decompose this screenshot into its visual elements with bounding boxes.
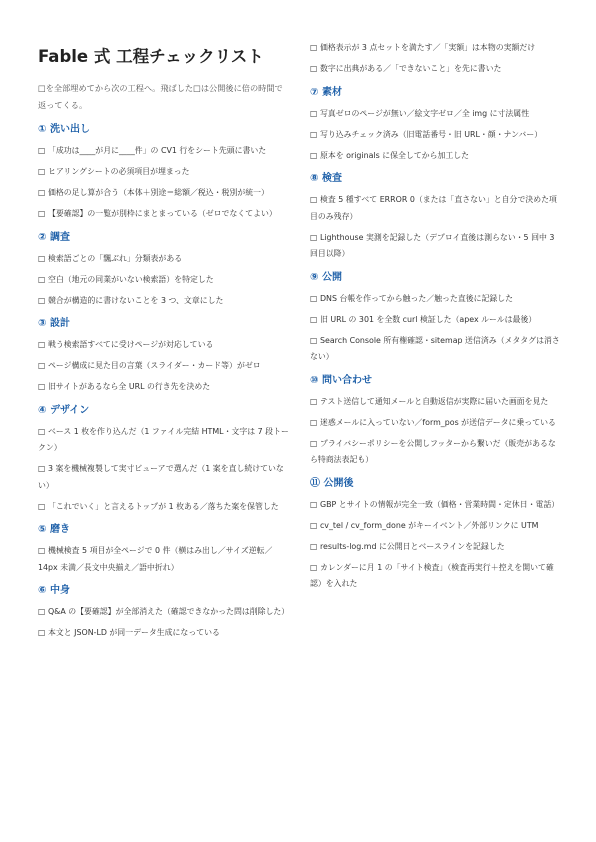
section-title: ④ デザイン xyxy=(38,404,90,416)
checklist-item: □ ヒアリングシートの必須項目が埋まった xyxy=(38,167,190,176)
checklist-item: □ 旧 URL の 301 を全数 curl 検証した（apex ルールは最後） xyxy=(310,314,537,324)
checklist-item: □ プライバシーポリシーを公開しフッターから繋いだ（販売があるなら特商法表記も） xyxy=(310,438,556,464)
checklist-section xyxy=(310,477,560,593)
checklist-section xyxy=(38,123,290,223)
checklist-items xyxy=(38,251,290,310)
checklist-item: □ DNS 台帳を作ってから触った／触った直後に記録した xyxy=(310,293,514,303)
left-column xyxy=(38,46,290,650)
checklist-item: □ 原本を originals に保全してから加工した xyxy=(310,150,470,160)
checklist-item: □ cv_tel / cv_form_done がキーイベント／外部リンクに UTM xyxy=(310,520,539,530)
checklist-item: □ 検索語ごとの「飄ぶれ」分類表がある xyxy=(38,253,183,263)
checklist-section xyxy=(38,523,290,576)
checklist-items xyxy=(310,291,560,366)
checklist-section xyxy=(38,404,290,516)
checklist-item: □ 「成功は____が月に____件」の CV1 行をシート先頭に書いた xyxy=(38,146,267,155)
checklist-item: □ 価格表示が 3 点セットを満たす／「実額」は本物の実額だけ xyxy=(310,43,536,52)
checklist-item: □ 【要確認】の一覧が別枠にまとまっている（ゼロでなくてよい） xyxy=(38,209,277,218)
section-title: ② 調査 xyxy=(38,231,70,243)
checklist-items xyxy=(310,106,560,165)
checklist-section xyxy=(38,317,290,396)
right-column xyxy=(310,40,560,601)
section-title: ⑪ 公開後 xyxy=(310,477,354,489)
section-title: ③ 設計 xyxy=(38,318,70,329)
checklist-section xyxy=(310,86,560,165)
left-sections xyxy=(38,123,290,642)
checklist-section xyxy=(310,40,560,78)
checklist-item: □ ベース 1 枚を作り込んだ（1 ファイル完結 HTML・文字は 7 段トークン） xyxy=(38,426,289,452)
checklist-item: □ 数字に出典がある／「できないこと」を先に書いた xyxy=(310,64,502,73)
checklist-items xyxy=(38,337,290,396)
checklist-item: □ Search Console 所有権確認・sitemap 送信済み（メタタグは消さない） xyxy=(310,335,560,361)
checklist-section xyxy=(310,172,560,263)
checklist-item: □ Q&A の【要確認】が全部消えた（確認できなかった問は削除した） xyxy=(38,607,290,616)
section-title: ⑧ 検査 xyxy=(310,173,342,184)
section-title: ⑨ 公開 xyxy=(310,271,342,283)
right-sections xyxy=(310,40,560,593)
checklist-item: □ 旧サイトがあるなら全 URL の行き先を決めた xyxy=(38,382,211,391)
checklist-item: □ ページ構成に見た目の言葉（スライダー・カード等）がゼロ xyxy=(38,361,261,370)
checklist-item: □ GBP とサイトの情報が完全一致（価格・営業時間・定休日・電話） xyxy=(310,499,560,509)
checklist-item: □ 空白（地元の同業がいない検索語）を特定した xyxy=(38,274,214,284)
checklist-section xyxy=(310,374,560,469)
checklist-item: □ 競合が構造的に書けないことを 3 つ、文章にした xyxy=(38,295,224,305)
checklist-item: □ 「これでいく」と言えるトップが 1 枚ある／落ちた案を保管した xyxy=(38,501,279,511)
checklist-items xyxy=(310,394,560,469)
checklist-item: □ 戦う検索語すべてに受けページが対応している xyxy=(38,340,214,349)
checklist-section xyxy=(310,271,560,366)
checklist-item: □ 迷惑メールに入っていない／form_pos が送信データに乗っている xyxy=(310,417,556,427)
section-title: ⑥ 中身 xyxy=(38,585,70,596)
checklist-items xyxy=(310,40,560,78)
section-title: ⑤ 磨き xyxy=(38,524,70,535)
checklist-items xyxy=(38,543,290,576)
page-title: Fable 式 工程チェックリスト xyxy=(38,47,264,66)
checklist-item: □ 写真ゼロのページが無い／絵文字ゼロ／全 img に寸法属性 xyxy=(310,108,530,118)
section-title: ⑩ 問い合わせ xyxy=(310,374,372,386)
checklist-section xyxy=(38,231,290,310)
checklist-item: □ カレンダーに月 1 の「サイト検査」（検査再実行＋控えを開いて確認）を入れた xyxy=(310,562,554,588)
checklist-items xyxy=(38,143,290,223)
checklist-item: □ 価格の足し算が合う（本体＋別途＝総額／税込・税別が統一） xyxy=(38,188,269,197)
checklist-item: □ Lighthouse 実測を記録した（デプロイ直後は測らない・5 回中 3 回目以降） xyxy=(310,232,555,258)
checklist-item: □ テスト送信して通知メールと自動返信が実際に届いた画面を見た xyxy=(310,396,549,406)
checklist-item: □ 本文と JSON-LD が同一データ生成になっている xyxy=(38,628,220,637)
checklist-item: □ 検査 5 種すべて ERROR 0（または「直さない」と自分で決めた項目のみ残存） xyxy=(310,195,557,221)
intro-text: □を全部埋めてから次の工程へ。飛ばした□は公開後に倍の時間で返ってくる。 xyxy=(38,83,283,110)
checklist-items xyxy=(310,497,560,593)
checklist-item: □ results-log.md に公開日とベースラインを記録した xyxy=(310,541,505,551)
checklist-item: □ 機械検査 5 項目が全ページで 0 件（横はみ出し／サイズ逆転／14px 未満／長文中央揃え／語中折れ） xyxy=(38,546,273,572)
section-title: ⑦ 素材 xyxy=(310,86,342,98)
checklist-item: □ 3 案を機械複製して実寸ビューアで選んだ（1 案を直し続けていない） xyxy=(38,464,284,490)
section-title: ① 洗い出し xyxy=(38,124,90,135)
checklist-item: □ 写り込みチェック済み（旧電話番号・旧 URL・顔・ナンバー） xyxy=(310,129,543,139)
checklist-items xyxy=(38,604,290,642)
checklist-section xyxy=(38,584,290,642)
checklist-items xyxy=(310,192,560,263)
checklist-items xyxy=(38,424,290,516)
